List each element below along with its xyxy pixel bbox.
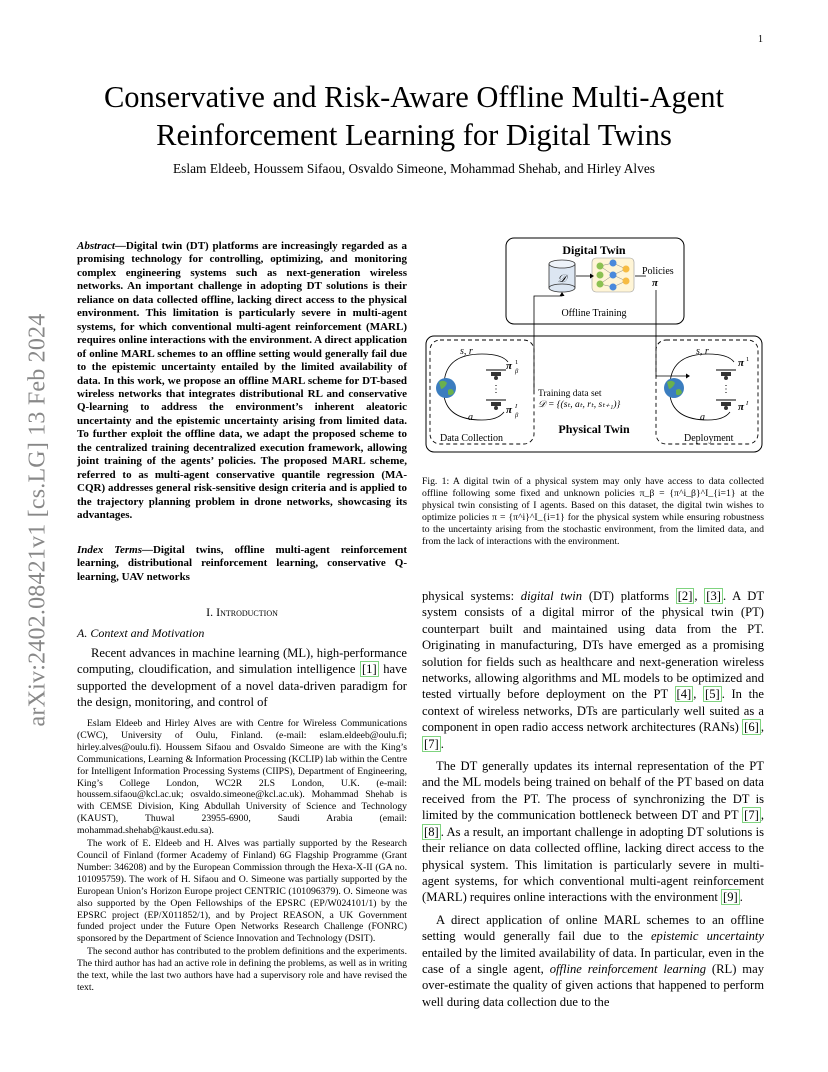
policy-superscript: 1	[746, 356, 750, 363]
emphasis: epistemic uncertainty	[650, 929, 764, 944]
policy-deploy-line	[656, 290, 686, 376]
footnote-funding: The work of E. Eldeeb and H. Alves was partially supported by the Research Council of Finland (former Academy of Finland) 6G Flagship Programme (Grant Number: 346208) and by the European Commission through the Hexa-X-II (GA no. 101095759). The work of H. Sifaou and O. Simeone was partially supported by the European Union’s Horizon Europe project CENTRIC (101096379). O. Simeone was also supported by the Open Fellowships of the EPSRC (EP/W024101/1) by the EPSRC project (EP/X011852/1), and by Project REASON, a UK Government funded project under the Future Open Networks Research Challenge (FONRC) sponsored by the Department of Science Innovation and Technology (DSIT).	[77, 838, 407, 945]
physical-twin-label: Physical Twin	[558, 422, 630, 436]
data-collection-label: Data Collection	[440, 433, 504, 444]
text-run: . In the context of wireless networks, DTs are particularly well suited as a component in open radio access network architectures (RANs)	[422, 687, 764, 735]
text-run: . As a result, an important challenge in adopting DT solutions is their reliance on data collected offline, lacking direct access to the physical system. This limitation is particularly severe in multi-agent systems, for which conventional multi-agent reinforcement (MARL) requires online interactions with the environment	[422, 824, 764, 905]
drone-icon	[716, 370, 736, 380]
subsection-heading: A. Context and Motivation	[77, 626, 205, 640]
text-run: ,	[760, 808, 764, 823]
abstract	[77, 240, 407, 523]
neural-network-icon	[592, 258, 634, 292]
title-line-2: Reinforcement Learning for Digital Twins	[156, 118, 672, 152]
drone-icon	[716, 400, 736, 410]
title-line-1: Conservative and Risk-Aware Offline Multi-Agent	[103, 80, 725, 114]
action-label: a	[468, 412, 473, 423]
arxiv-id: arXiv:2402.08421v1 [cs.LG] 13 Feb 2024	[24, 313, 51, 727]
text-run: entailed by the limited availability of data. In particular, even in the case of a single agent,	[422, 945, 764, 976]
behavior-policy-symbol: π	[506, 360, 513, 372]
citation-link[interactable]: [6]	[744, 720, 759, 735]
figure-caption: Fig. 1: A digital twin of a physical system may only have access to data collected offline following some fixed and unknown policies π_β = {π^i_β}^I_{i=1} at the physical twin consisting of I agents. Based on this dataset, the digital twin wishes to optimize policies π = {π^i}^I_{i=1} for the physical system while ensuring robustness to the uncertainty arising from the stochastic environment, from the limited data, and from the lack of interactions with the environment.	[422, 476, 764, 547]
intro-paragraph	[77, 645, 407, 711]
emphasis: digital twin	[520, 589, 583, 603]
ellipsis-icon: ⋮	[491, 384, 501, 395]
policy-symbol: π	[738, 401, 745, 413]
dataset-symbol: 𝒟	[557, 273, 567, 285]
index-terms-text: —Digital twins, offline multi-agent reinforcement learning, distributional reinforcement learning, conservative Q-learning, UAV networks	[77, 544, 407, 583]
citation-link[interactable]: [3]	[706, 589, 721, 603]
citation-link[interactable]: [5]	[705, 687, 720, 702]
citation-link[interactable]: [9]	[723, 890, 738, 905]
paragraph	[422, 758, 764, 906]
abstract-text: —Digital twin (DT) platforms are increasingly regarded as a promising technology for controlling, optimizing, and monitoring complex engineering systems such as next-generation wireless networks. An important challenge in adopting DT solutions is their reliance on data collected offline, lacking direct access to the physical environment. This limitation is particularly severe in multi-agent systems, for which conventional multi-agent reinforcement (MARL) requires online interactions with the environment. A direct application of online MARL schemes to an offline setting would generally fail due to the epistemic uncertainty entailed by the limited availability of data. In this work, we propose an offline MARL scheme for DT-based wireless networks that integrates distributional RL and conservative Q-learning to address the environment’s inherent aleatoric uncertainty and the epistemic uncertainty arising from limited data. To further exploit the offline data, we adapt the proposed scheme to the centralized training decentralized execution framework, allowing joint training of the agents’ policies. The proposed MARL scheme, referred to as multi-agent conservative quantile regression (MA-CQR) addresses general risk-sensitive design criteria and is applied to the trajectory planning problem in drone networks, showcasing its advantages.	[77, 240, 407, 522]
dataset-formula: 𝒟 = {(sₜ, aₜ, rₜ, sₜ₊₁)}	[538, 400, 621, 410]
policy-symbol: π	[652, 277, 659, 289]
paragraph	[422, 912, 764, 1010]
globe-icon	[436, 378, 456, 398]
text-run: . A DT system consists of a digital mirror of the physical twin (PT) counterpart built and maintained using data from the PT. Originating in manufacturing, DTs have emerged as a promising solution for fields such as healthcare and next-generation wireless networks, allowing algorithms and ML models to be optimized and tested virtually before deployment on the PT	[422, 589, 765, 702]
text-run: ,	[693, 687, 704, 702]
policies-label: Policies	[642, 266, 674, 277]
state-reward-label: s, r	[696, 346, 709, 357]
index-terms-label: Index Terms	[77, 544, 142, 556]
right-column-text	[422, 588, 764, 1010]
footnote-affiliations: Eslam Eldeeb and Hirley Alves are with Centre for Wireless Communications (CWC), University of Oulu, Finland. (e-mail: eslam.eldeeb@oulu.fi; hirley.alves@oulu.fi). Houssem Sifaou and Osvaldo Simeone are with the King’s Communications, Learning & Information Processing (KCLIP) lab within the Centre for Intelligent Information Processing Systems (CIIPS), Department of Engineering, King’s College London, WC2R 2LS London, U.K. (e-mail: houssem.sifaou@kcl.ac.uk; osvaldo.simeone@kcl.ac.uk). Mohammad Shehab is with CEMSE Division, King Abdullah University of Science and Technology (KAUST), Thuwal 23955-6900, Saudi Arabia (email: mohammad.shehab@kaust.edu.sa).	[77, 718, 407, 837]
drone-icon	[486, 400, 506, 410]
policy-symbol: π	[738, 357, 745, 369]
state-reward-label: s, r	[460, 346, 473, 357]
citation-link[interactable]: [4]	[676, 687, 692, 702]
offline-training-label: Offline Training	[561, 308, 627, 319]
emphasis: offline reinforcement learning	[549, 961, 707, 976]
behavior-policy-symbol: π	[506, 404, 513, 416]
citation-link[interactable]: [8]	[424, 824, 439, 839]
policy-superscript: 1	[515, 359, 519, 366]
intro-text: Recent advances in machine learning (ML), high-performance computing, cloudification, and simulation intelligence	[77, 646, 407, 677]
policy-superscript: I	[515, 403, 518, 410]
citation-link[interactable]: [7]	[744, 808, 759, 823]
footnotes	[77, 718, 407, 995]
text-run: .	[440, 736, 444, 751]
text-run: ,	[694, 589, 705, 603]
figure-1	[424, 236, 764, 456]
page-number: 1	[758, 34, 763, 45]
data-upload-line	[534, 293, 562, 391]
arxiv-stamp	[16, 280, 60, 760]
ellipsis-icon: ⋮	[721, 384, 731, 395]
policy-superscript: I	[746, 400, 749, 407]
text-run: physical systems:	[422, 589, 521, 603]
intro-text: have supported the development of a novel data-driven paradigm for the design, monitoring, and control of	[77, 662, 407, 710]
action-label: a	[700, 412, 705, 423]
text-run: ,	[760, 720, 764, 735]
paragraph	[422, 588, 764, 752]
abstract-label: Abstract	[77, 240, 115, 252]
globe-icon	[664, 378, 684, 398]
text-run: (RL) may over-estimate the quality of given actions that happened to perform well during data collection due to the	[422, 961, 764, 1009]
author-list: Eslam Eldeeb, Houssem Sifaou, Osvaldo Simeone, Mohammad Shehab, and Hirley Alves	[173, 161, 655, 176]
index-terms	[77, 544, 407, 584]
paper-title	[70, 78, 758, 154]
digital-twin-label: Digital Twin	[562, 243, 626, 257]
text-run: (DT) platforms	[582, 589, 676, 603]
footnote-contributions: The second author has contributed to the problem definitions and the experiments. The third author has had an active role in defining the problems, as well as in writing the text, while the last two authors have had a supervisory role and have revised the text.	[77, 946, 407, 993]
text-run: .	[739, 890, 743, 905]
citation-link[interactable]: [1]	[361, 662, 377, 677]
training-data-label: Training data set	[538, 389, 602, 399]
text-run: A direct application of online MARL schemes to an offline setting would generally fail due to the	[422, 912, 764, 944]
citation-link[interactable]: [2]	[677, 589, 693, 603]
text-run: The DT generally updates its internal representation of the PT and the ML models being trained on behalf of the PT based on data received from the PT. The process of synchronizing the DT is limited by the communication bottleneck between DT and PT	[422, 759, 764, 823]
drone-icon	[486, 370, 506, 380]
policy-subscript: β	[515, 412, 519, 419]
policy-subscript: β	[515, 368, 519, 375]
section-heading: I. Introduction	[206, 605, 278, 619]
deployment-label: Deployment	[684, 433, 734, 444]
citation-link[interactable]: [7]	[424, 736, 439, 751]
